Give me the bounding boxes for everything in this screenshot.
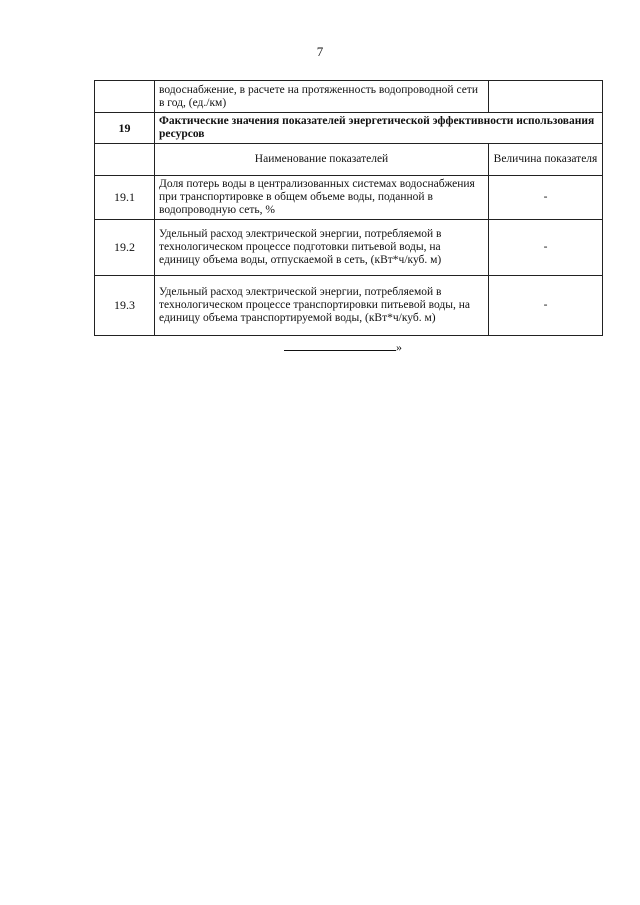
row-name: Доля потерь воды в централизованных системах водоснабжения при транспортировке в общем объеме воды, поданной в водопроводную сеть, % — [155, 176, 489, 220]
column-header-num — [95, 144, 155, 176]
row-number: 19.1 — [95, 176, 155, 220]
continuation-value-cell — [489, 81, 603, 113]
column-header-value: Величина показателя — [489, 144, 603, 176]
row-name: Удельный расход электрической энергии, потребляемой в технологическом процессе подготовки питьевой воды, на единицу объема воды, отпускаемой в сеть, (кВт*ч/куб. м) — [155, 220, 489, 276]
row-value: - — [489, 220, 603, 276]
signature-underline — [284, 341, 396, 351]
section-number: 19 — [95, 113, 155, 144]
row-value: - — [489, 276, 603, 336]
closing-quote-mark: » — [396, 340, 402, 354]
row-number: 19.3 — [95, 276, 155, 336]
table-row — [95, 276, 603, 336]
row-number: 19.2 — [95, 220, 155, 276]
table-row-continuation — [95, 81, 603, 113]
row-value: - — [489, 176, 603, 220]
page-number: 7 — [316, 44, 324, 59]
closing-line — [284, 340, 402, 355]
continuation-name-cell: водоснабжение, в расчете на протяженность водопроводной сети в год, (ед./км) — [155, 81, 489, 113]
column-header-row — [95, 144, 603, 176]
row-name: Удельный расход электрической энергии, потребляемой в технологическом процессе транспортировки питьевой воды, на единицу объема транспортируемой воды, (кВт*ч/куб. м) — [155, 276, 489, 336]
table-row — [95, 220, 603, 276]
continuation-num-cell — [95, 81, 155, 113]
section-title: Фактические значения показателей энергетической эффективности использования ресурсов — [155, 113, 603, 144]
section-header-row — [95, 113, 603, 144]
column-header-name: Наименование показателей — [155, 144, 489, 176]
indicators-table — [94, 80, 603, 336]
table-row — [95, 176, 603, 220]
